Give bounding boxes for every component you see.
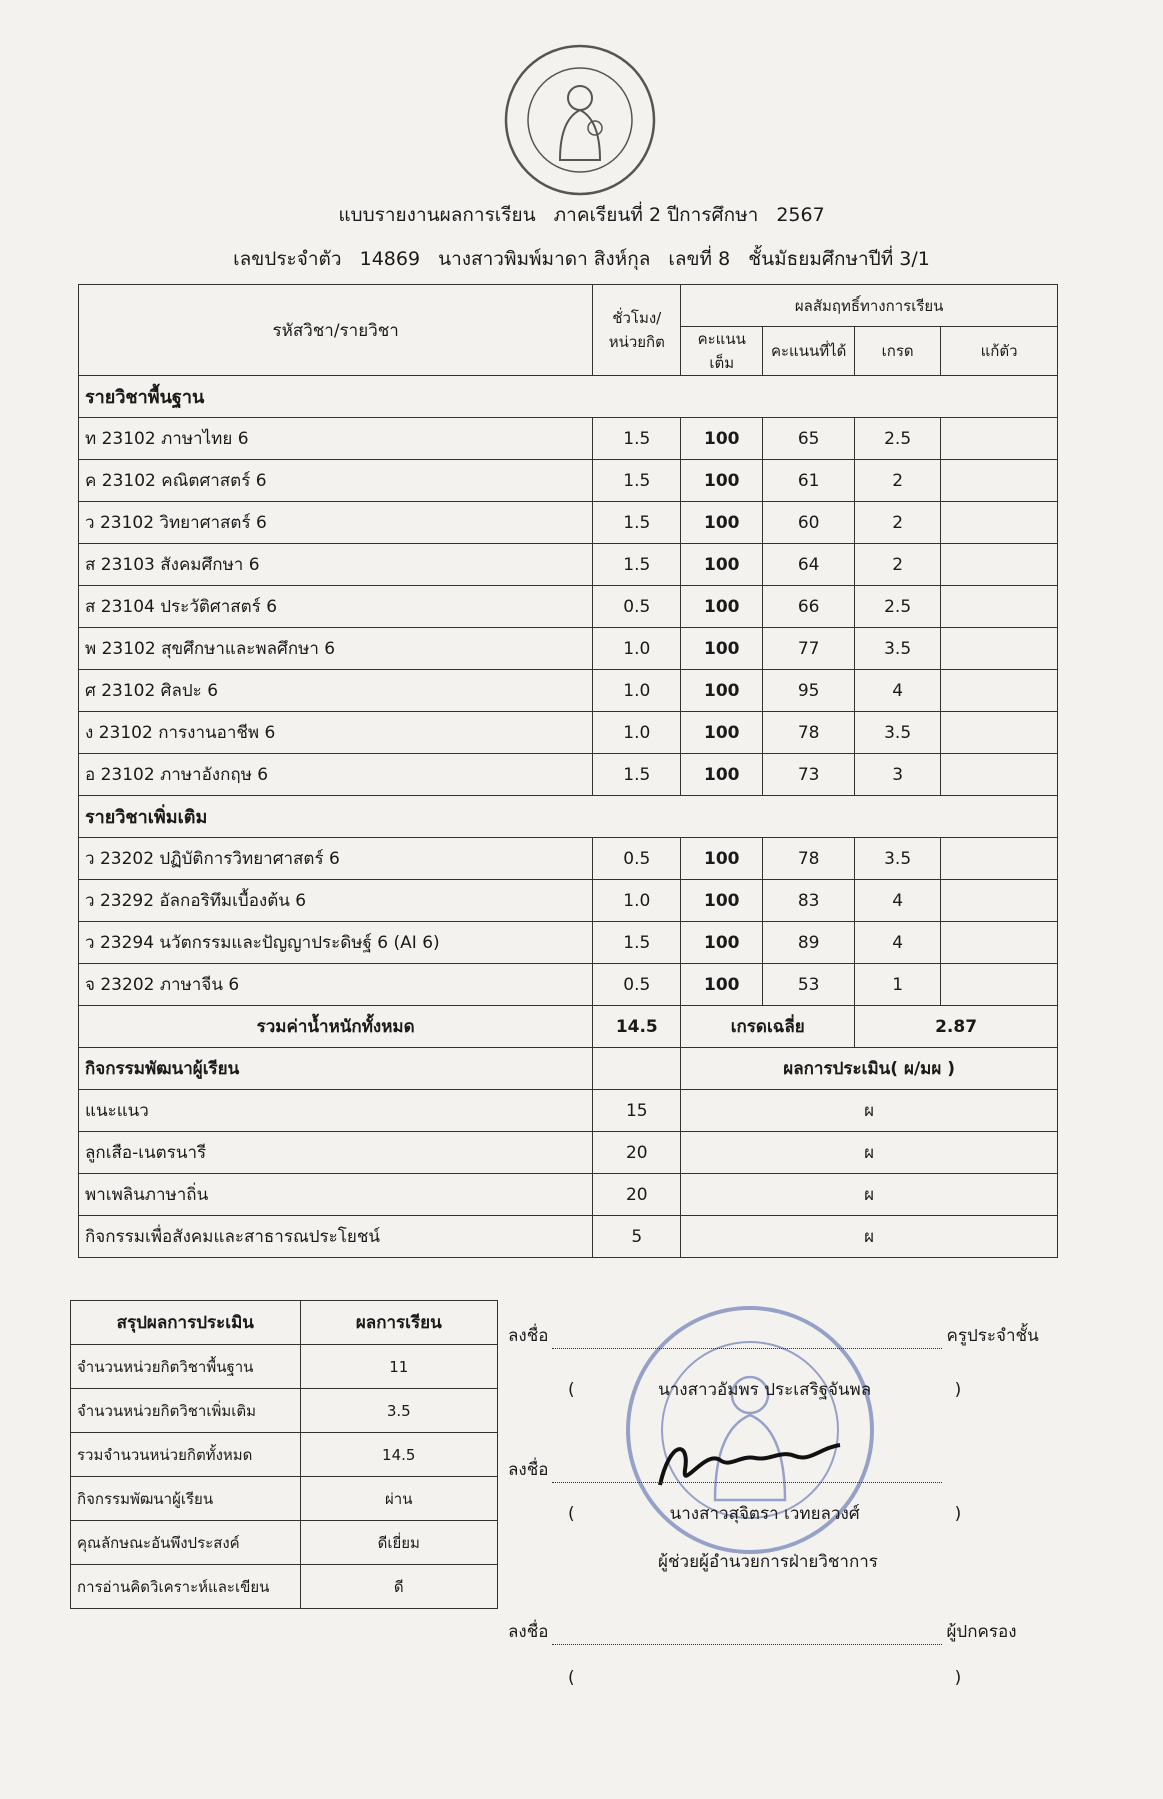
col-results-header: ผลสัมฤทธิ์ทางการเรียน [681,285,1058,327]
subject-name: ส 23104 ประวัติศาสตร์ 6 [79,586,593,628]
summary-label: คุณลักษณะอันพึงประสงค์ [71,1521,301,1565]
report-title [0,200,1163,230]
semester-text: ภาคเรียนที่ 2 ปีการศึกษา [553,204,759,226]
full-score: 100 [681,670,763,712]
retake-cell [941,964,1058,1006]
student-info [0,244,1163,274]
activity-header: กิจกรรมพัฒนาผู้เรียน [79,1048,593,1090]
table-row [79,544,1058,586]
table-row [79,754,1058,796]
summary-row [71,1345,498,1389]
deputy-name-line [568,1500,961,1527]
score-obtained: 73 [763,754,855,796]
activity-hours: 15 [593,1090,681,1132]
credit-hours: 1.0 [593,880,681,922]
teacher-name-line [568,1376,961,1403]
summary-value: 11 [300,1345,498,1389]
credit-hours: 1.5 [593,544,681,586]
teacher-role: ครูประจำชั้น [946,1326,1039,1346]
activity-hours: 5 [593,1216,681,1258]
student-class: ชั้นมัธยมศึกษาปีที่ 3/1 [748,248,930,270]
score-obtained: 64 [763,544,855,586]
grades-table [78,284,1058,1258]
activity-result: ผ [681,1174,1058,1216]
subject-name: ค 23102 คณิตศาสตร์ 6 [79,460,593,502]
activities [79,1090,1058,1258]
report-title-text: แบบรายงานผลการเรียน [338,204,536,226]
student-id-label: เลขประจำตัว [233,248,342,270]
student-id: 14869 [359,248,421,270]
student-number: เลขที่ 8 [668,248,731,270]
table-row [79,712,1058,754]
summary-row [71,1565,498,1609]
col-grade-header: เกรด [855,327,941,376]
summary-value: ดี [300,1565,498,1609]
summary-row [71,1521,498,1565]
paren-open: ( [568,1504,575,1524]
sign-label: ลงชื่อ [508,1460,549,1480]
subject-name: ว 23202 ปฏิบัติการวิทยาศาสตร์ 6 [79,838,593,880]
gpa-label: เกรดเฉลี่ย [681,1006,855,1048]
summary-label: การอ่านคิดวิเคราะห์และเขียน [71,1565,301,1609]
table-row [79,460,1058,502]
full-score: 100 [681,628,763,670]
activity-name: พาเพลินภาษาถิ่น [79,1174,593,1216]
summary-table [70,1300,498,1609]
total-weight-label: รวมค่าน้ำหนักทั้งหมด [79,1006,593,1048]
table-row [79,586,1058,628]
grade: 4 [855,922,941,964]
full-score: 100 [681,838,763,880]
grade: 3.5 [855,838,941,880]
retake-cell [941,460,1058,502]
table-row [79,670,1058,712]
subject-name: ว 23102 วิทยาศาสตร์ 6 [79,502,593,544]
retake-cell [941,670,1058,712]
retake-cell [941,628,1058,670]
grade: 3.5 [855,712,941,754]
parent-role: ผู้ปกครอง [946,1622,1017,1642]
activity-row [79,1174,1058,1216]
full-score: 100 [681,880,763,922]
parent-name-line [568,1668,961,1688]
summary-label: รวมจำนวนหน่วยกิตทั้งหมด [71,1433,301,1477]
score-obtained: 95 [763,670,855,712]
retake-cell [941,544,1058,586]
gpa-value: 2.87 [855,1006,1058,1048]
student-name: นางสาวพิมพ์มาดา สิงห์กุล [438,248,651,270]
retake-cell [941,880,1058,922]
activity-hours: 20 [593,1132,681,1174]
grade: 2 [855,460,941,502]
grade: 3.5 [855,628,941,670]
score-obtained: 83 [763,880,855,922]
activity-result: ผ [681,1132,1058,1174]
retake-cell [941,418,1058,460]
deputy-role: ผู้ช่วยผู้อำนวยการฝ่ายวิชาการ [658,1552,878,1572]
subject-name: ว 23294 นวัตกรรมและปัญญาประดิษฐ์ 6 (AI 6) [79,922,593,964]
activity-row [79,1090,1058,1132]
table-row [79,880,1058,922]
teacher-name: นางสาวอัมพร ประเสริฐจันพล [658,1380,872,1400]
total-weight-value: 14.5 [593,1006,681,1048]
credit-hours: 1.5 [593,502,681,544]
table-row [79,628,1058,670]
activity-row [79,1132,1058,1174]
full-score: 100 [681,418,763,460]
basic-subjects [79,418,1058,796]
retake-cell [941,586,1058,628]
full-score: 100 [681,922,763,964]
col-subject-header: รหัสวิชา/รายวิชา [79,285,593,376]
activity-result: ผ [681,1090,1058,1132]
assessment-header: ผลการประเมิน( ผ/มผ ) [681,1048,1058,1090]
col-got-header: คะแนนที่ได้ [763,327,855,376]
sign-label: ลงชื่อ [508,1326,549,1346]
credit-hours: 1.0 [593,712,681,754]
subject-name: ง 23102 การงานอาชีพ 6 [79,712,593,754]
paren-close: ) [954,1504,962,1524]
activity-name: กิจกรรมเพื่อสังคมและสาธารณประโยชน์ [79,1216,593,1258]
col-hours-header: ชั่วโมง/ หน่วยกิต [593,285,681,376]
summary-col2: ผลการเรียน [300,1301,498,1345]
full-score: 100 [681,712,763,754]
paren-open: ( [568,1668,575,1688]
full-score: 100 [681,754,763,796]
summary-rows [71,1345,498,1609]
table-row [79,418,1058,460]
academic-year: 2567 [776,204,825,226]
grade: 4 [855,670,941,712]
subject-name: ศ 23102 ศิลปะ 6 [79,670,593,712]
credit-hours: 0.5 [593,964,681,1006]
score-obtained: 65 [763,418,855,460]
full-score: 100 [681,502,763,544]
grade: 2 [855,544,941,586]
retake-cell [941,712,1058,754]
grade: 2.5 [855,418,941,460]
grade: 3 [855,754,941,796]
credit-hours: 1.5 [593,754,681,796]
col-full-header: คะแนนเต็ม [681,327,763,376]
credit-hours: 1.0 [593,628,681,670]
table-row [79,502,1058,544]
credit-hours: 1.5 [593,418,681,460]
subject-name: ส 23103 สังคมศึกษา 6 [79,544,593,586]
score-obtained: 66 [763,586,855,628]
summary-row [71,1389,498,1433]
deputy-sign-line [508,1456,946,1483]
table-row [79,922,1058,964]
full-score: 100 [681,460,763,502]
credit-hours: 0.5 [593,586,681,628]
score-obtained: 78 [763,838,855,880]
summary-value: 14.5 [300,1433,498,1477]
summary-label: กิจกรรมพัฒนาผู้เรียน [71,1477,301,1521]
grade: 2 [855,502,941,544]
credit-hours: 1.5 [593,922,681,964]
subject-name: ท 23102 ภาษาไทย 6 [79,418,593,460]
table-row [79,838,1058,880]
full-score: 100 [681,586,763,628]
score-obtained: 61 [763,460,855,502]
full-score: 100 [681,964,763,1006]
summary-row [71,1433,498,1477]
sign-label: ลงชื่อ [508,1622,549,1642]
retake-cell [941,922,1058,964]
subject-name: ว 23292 อัลกอริทึมเบื้องต้น 6 [79,880,593,922]
summary-row [71,1477,498,1521]
paren-close: ) [954,1380,962,1400]
score-obtained: 60 [763,502,855,544]
table-row [79,964,1058,1006]
score-obtained: 89 [763,922,855,964]
subject-name: อ 23102 ภาษาอังกฤษ 6 [79,754,593,796]
extra-subjects [79,838,1058,1006]
section-extra: รายวิชาเพิ่มเติม [79,796,1058,838]
credit-hours: 0.5 [593,838,681,880]
score-obtained: 77 [763,628,855,670]
activity-name: แนะแนว [79,1090,593,1132]
retake-cell [941,754,1058,796]
score-obtained: 78 [763,712,855,754]
activity-result: ผ [681,1216,1058,1258]
deputy-name: นางสาวสุจิตรา เวทยลวงศ์ [669,1504,860,1524]
subject-name: พ 23102 สุขศึกษาและพลศึกษา 6 [79,628,593,670]
summary-value: 3.5 [300,1389,498,1433]
summary-value: ผ่าน [300,1477,498,1521]
grade: 4 [855,880,941,922]
summary-value: ดีเยี่ยม [300,1521,498,1565]
teacher-sign-line [508,1322,1039,1349]
subject-name: จ 23202 ภาษาจีน 6 [79,964,593,1006]
credit-hours: 1.0 [593,670,681,712]
full-score: 100 [681,544,763,586]
grade: 2.5 [855,586,941,628]
parent-sign-line [508,1618,1017,1645]
grade: 1 [855,964,941,1006]
summary-label: จำนวนหน่วยกิตวิชาเพิ่มเติม [71,1389,301,1433]
score-obtained: 53 [763,964,855,1006]
paren-close: ) [954,1668,962,1688]
activity-hours: 20 [593,1174,681,1216]
section-basic: รายวิชาพื้นฐาน [79,376,1058,418]
paren-open: ( [568,1380,575,1400]
summary-label: จำนวนหน่วยกิตวิชาพื้นฐาน [71,1345,301,1389]
school-seal-logo [500,40,660,200]
col-fix-header: แก้ตัว [941,327,1058,376]
retake-cell [941,838,1058,880]
activity-name: ลูกเสือ-เนตรนารี [79,1132,593,1174]
retake-cell [941,502,1058,544]
activity-row [79,1216,1058,1258]
summary-col1: สรุปผลการประเมิน [71,1301,301,1345]
credit-hours: 1.5 [593,460,681,502]
